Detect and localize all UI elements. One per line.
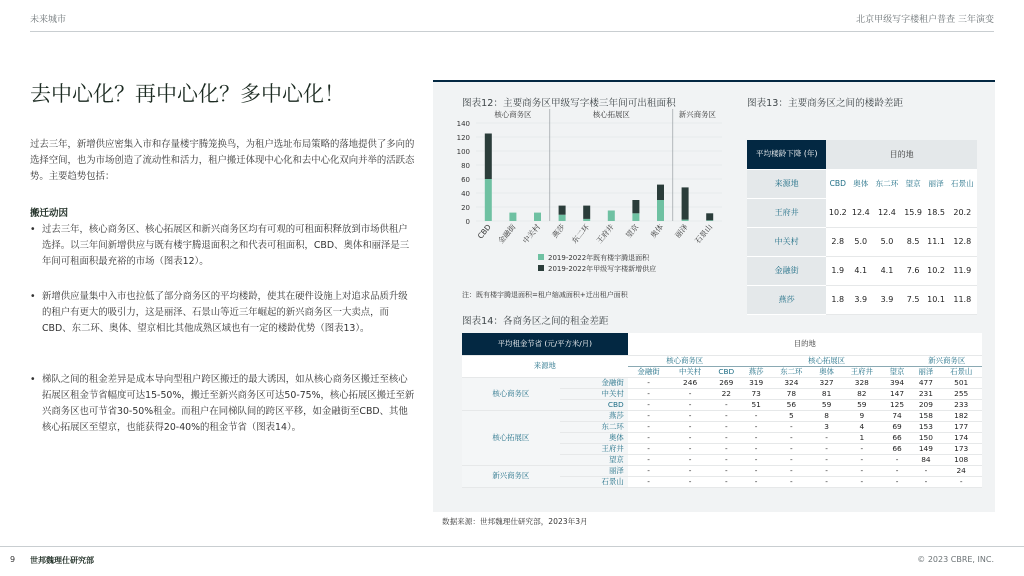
- y-tick-label: 60: [461, 176, 470, 184]
- fig14-cell: -: [711, 399, 742, 410]
- fig14-cell: -: [628, 388, 670, 399]
- intro-paragraph: 过去三年，新增供应密集入市和存量楼宇腾笼换鸟，为租户选址布局策略的落地提供了多向的选择空间，也为市场创造了流动性和活力，租户搬迁体现中心化和去中心化双向并举的活跃态势。主要趋势包括：: [30, 139, 415, 182]
- fig14-col: CBD: [711, 366, 742, 377]
- fig13-row-label: 王府井: [747, 198, 826, 227]
- fig14-cell: 74: [883, 410, 912, 421]
- fig14-cell: -: [841, 454, 883, 465]
- group-label: 新兴商务区: [678, 110, 716, 119]
- fig14-cell: 59: [812, 399, 841, 410]
- fig14-cell: 327: [812, 377, 841, 388]
- fig13-row-label: 金融街: [747, 256, 826, 285]
- copyright: © 2023 CBRE, INC.: [917, 555, 994, 564]
- fig14-cell: -: [771, 465, 813, 476]
- fig14-cell: -: [669, 443, 711, 454]
- x-tick-label: 东二环: [570, 222, 592, 246]
- fig14-cell: 233: [940, 399, 982, 410]
- fig14-area-label: 核心拓展区: [462, 410, 560, 465]
- fig14-cell: 24: [940, 465, 982, 476]
- fig14-cell: -: [841, 443, 883, 454]
- fig13-dest-label: 目的地: [826, 140, 977, 169]
- fig14-row-label: 望京: [560, 454, 628, 465]
- fig14-cell: -: [669, 399, 711, 410]
- fig14-dest-label: 目的地: [628, 333, 982, 355]
- fig14-cell: -: [669, 454, 711, 465]
- fig14-cell: 150: [911, 432, 940, 443]
- fig14-cell: -: [628, 421, 670, 432]
- fig14-cell: 108: [940, 454, 982, 465]
- fig14-cell: -: [812, 465, 841, 476]
- fig13-cell: 18.5: [925, 198, 948, 227]
- fig14-row-label: 燕莎: [560, 410, 628, 421]
- bar-vacated: [608, 211, 615, 222]
- y-tick-label: 140: [456, 120, 470, 128]
- top-header: [30, 8, 994, 32]
- fig14-cell: 269: [711, 377, 742, 388]
- fig13-src-label: 来源地: [747, 169, 826, 198]
- fig13-row-label: 中关村: [747, 227, 826, 256]
- bullet-text: 梯队之间的租金差异是成本导向型租户跨区搬迁的最大诱因，如从核心商务区搬迁至核心拓展区租金节省幅度可达15-50%，搬迁至新兴商务区可达50-75%，核心拓展区搬迁至新兴商务区也可节省30-50%租金。而租户在同梯队间的跨区平移，如金融街至CBD、其他核心拓展区至望京，也能获得20-40%的租金节省（图表14）。: [42, 374, 415, 433]
- group-label: 核心拓展区: [592, 110, 630, 119]
- fig14-cell: -: [711, 443, 742, 454]
- bar-vacated: [657, 200, 664, 221]
- fig14-cell: -: [711, 421, 742, 432]
- fig14-cell: -: [711, 410, 742, 421]
- fig14-cell: 477: [911, 377, 940, 388]
- fig14-col: 中关村: [669, 366, 711, 377]
- fig13-cell: 12.4: [872, 198, 901, 227]
- y-tick-label: 40: [461, 190, 470, 198]
- fig14-cell: 158: [911, 410, 940, 421]
- fig14-cell: 174: [940, 432, 982, 443]
- page-number: 9: [10, 555, 16, 564]
- fig14-cell: -: [812, 432, 841, 443]
- fig14-cell: 81: [812, 388, 841, 399]
- fig14-cell: -: [628, 399, 670, 410]
- bar-vacated: [706, 220, 713, 221]
- fig14-col: 石景山: [940, 366, 982, 377]
- fig14-cell: -: [883, 476, 912, 487]
- bar-vacated: [509, 213, 516, 221]
- fig14-cell: 59: [841, 399, 883, 410]
- fig14-cell: 328: [841, 377, 883, 388]
- fig13-corner: 平均楼龄下降 (年): [747, 140, 826, 169]
- fig14-cell: 319: [742, 377, 771, 388]
- fig14-col: 东二环: [771, 366, 813, 377]
- fig14-cell: -: [883, 465, 912, 476]
- group-label: 核心商务区: [494, 110, 532, 119]
- fig13-cell: 4.1: [872, 256, 901, 285]
- fig13-row: [747, 285, 977, 314]
- fig14-cell: 56: [771, 399, 813, 410]
- fig13-col: 东二环: [872, 169, 901, 198]
- fig14-group: 核心拓展区: [742, 355, 912, 366]
- bar-new-supply: [657, 185, 664, 200]
- fig14-cell: 8: [812, 410, 841, 421]
- fig13-cell: 10.2: [826, 198, 849, 227]
- bullet-item: • 过去三年，核心商务区、核心拓展区和新兴商务区均有可观的可租面积释放到市场供租户选择。以三年间新增供应与既有楼宇腾退面积之和代表可租面积，CBD、奥体和丽泽是三年间可租面积最充裕的市场（图表12）。: [30, 224, 410, 267]
- bar-new-supply: [632, 200, 639, 213]
- fig14-cell: 246: [669, 377, 711, 388]
- fig13-cell: 1.8: [826, 285, 849, 314]
- fig14-cell: -: [711, 454, 742, 465]
- fig14-group: 核心商务区: [628, 355, 742, 366]
- x-tick-label: 奥体: [648, 222, 666, 240]
- fig14-row: [462, 410, 982, 421]
- fig13-table: [747, 140, 977, 315]
- fig14-col: 奥体: [812, 366, 841, 377]
- fig14-cell: -: [669, 421, 711, 432]
- fig14-cell: -: [940, 476, 982, 487]
- fig14-cell: 209: [911, 399, 940, 410]
- bullet-item: • 新增供应量集中入市也拉低了部分商务区的平均楼龄，使其在硬件设施上对追求品质升级的租户有更大的吸引力，这是丽泽、石景山等近三年崛起的新兴商务区一大卖点，而CBD、东二环、奥体、望京相比其他成熟区域也有一定的楼龄优势（图表13）。: [30, 291, 408, 334]
- fig14-table: [462, 333, 982, 488]
- fig14-cell: -: [771, 476, 813, 487]
- fig14-cell: 255: [940, 388, 982, 399]
- x-tick-label: 中关村: [520, 222, 543, 246]
- bar-vacated: [583, 219, 590, 221]
- fig14-col: 金融街: [628, 366, 670, 377]
- y-tick-label: 20: [461, 204, 470, 212]
- fig14-row-label: 中关村: [560, 388, 628, 399]
- x-tick-label: 金融街: [496, 222, 518, 246]
- fig13-title: 图表13：主要商务区之间的楼龄差距: [747, 98, 904, 109]
- fig13-col: 石景山: [948, 169, 977, 198]
- fig14-cell: -: [669, 476, 711, 487]
- bullet-text: 过去三年，核心商务区、核心拓展区和新兴商务区均有可观的可租面积释放到市场供租户选择。以三年间新增供应与既有楼宇腾退面积之和代表可租面积，CBD、奥体和丽泽是三年间可租面积最充裕的市场（图表12）。: [42, 224, 410, 267]
- fig14-cell: -: [742, 454, 771, 465]
- fig14-cell: 82: [841, 388, 883, 399]
- y-tick-label: 100: [456, 148, 470, 156]
- fig14-cell: 4: [841, 421, 883, 432]
- legend-swatch: [538, 254, 544, 260]
- fig14-col: 燕莎: [742, 366, 771, 377]
- fig14-area-label: 新兴商务区: [462, 465, 560, 487]
- fig14-cell: -: [628, 377, 670, 388]
- y-tick-label: 0: [465, 218, 470, 226]
- fig14-row-label: 石景山: [560, 476, 628, 487]
- fig14-cell: -: [812, 454, 841, 465]
- fig14-cell: -: [742, 443, 771, 454]
- fig14-cell: 51: [742, 399, 771, 410]
- x-tick-label: 丽泽: [673, 222, 690, 240]
- bar-new-supply: [559, 206, 566, 215]
- fig14-cell: 501: [940, 377, 982, 388]
- fig13-cell: 7.6: [902, 256, 925, 285]
- fig13-cell: 15.9: [902, 198, 925, 227]
- fig14-row: [462, 377, 982, 388]
- fig14-cell: -: [771, 432, 813, 443]
- bar-new-supply: [583, 206, 590, 219]
- bar-new-supply: [485, 134, 492, 180]
- fig13-cell: 12.8: [948, 227, 977, 256]
- fig14-cell: -: [711, 465, 742, 476]
- legend-swatch: [538, 265, 544, 271]
- fig14-cell: -: [742, 476, 771, 487]
- fig12-chart: [450, 110, 730, 287]
- fig14-cell: 66: [883, 432, 912, 443]
- fig13-cell: 3.9: [872, 285, 901, 314]
- fig14-cell: -: [628, 454, 670, 465]
- fig14-cell: -: [711, 432, 742, 443]
- fig14-cell: -: [742, 421, 771, 432]
- fig14-col: 望京: [883, 366, 912, 377]
- fig14-cell: -: [911, 476, 940, 487]
- fig14-cell: -: [812, 476, 841, 487]
- bar-vacated: [632, 213, 639, 221]
- fig14-cell: -: [771, 454, 813, 465]
- fig14-cell: -: [669, 465, 711, 476]
- fig14-cell: 324: [771, 377, 813, 388]
- x-tick-label: 燕莎: [550, 222, 567, 240]
- fig12-note: 注：既有楼宇腾退面积=租户缩减面积+迁出租户面积: [462, 291, 628, 299]
- bullet-text: 新增供应量集中入市也拉低了部分商务区的平均楼龄，使其在硬件设施上对追求品质升级的租户有更大的吸引力，这是丽泽、石景山等近三年崛起的新兴商务区一大卖点，而CBD、东二环、奥体、望京相比其他成熟区域也有一定的楼龄优势（图表13）。: [42, 291, 408, 334]
- fig14-cell: 125: [883, 399, 912, 410]
- fig14-col: 丽泽: [911, 366, 940, 377]
- fig14-area-label: 核心商务区: [462, 377, 560, 410]
- fig14-cell: -: [841, 476, 883, 487]
- fig14-cell: 78: [771, 388, 813, 399]
- y-tick-label: 80: [461, 162, 470, 170]
- fig14-cell: -: [669, 410, 711, 421]
- fig14-cell: 149: [911, 443, 940, 454]
- fig14-cell: -: [812, 443, 841, 454]
- fig14-cell: -: [911, 465, 940, 476]
- fig14-cell: -: [628, 476, 670, 487]
- fig14-row-label: 丽泽: [560, 465, 628, 476]
- fig14-row-label: 王府井: [560, 443, 628, 454]
- fig14-cell: 147: [883, 388, 912, 399]
- fig14-cell: -: [742, 410, 771, 421]
- fig14-title: 图表14：各商务区之间的租金差距: [462, 316, 609, 327]
- fig14-cell: 5: [771, 410, 813, 421]
- fig14-cell: 177: [940, 421, 982, 432]
- footer: [0, 546, 1024, 576]
- section-label: 未来城市: [30, 15, 67, 25]
- fig14-cell: 394: [883, 377, 912, 388]
- fig13-cell: 10.2: [925, 256, 948, 285]
- fig13-col: 奥体: [849, 169, 872, 198]
- bar-new-supply: [706, 213, 713, 220]
- legend-label: 2019-2022年甲级写字楼新增供应: [548, 265, 657, 273]
- fig14-corner: 平均租金节省 (元/平方米/月): [462, 333, 628, 355]
- data-source: 数据来源：世邦魏理仕研究部，2023年3月: [442, 517, 588, 526]
- fig14-cell: 22: [711, 388, 742, 399]
- fig12-title: 图表12：主要商务区甲级写字楼三年间可出租面积: [462, 98, 676, 109]
- fig14-cell: 153: [911, 421, 940, 432]
- fig14-cell: 9: [841, 410, 883, 421]
- fig13-row: [747, 198, 977, 227]
- fig14-cell: -: [628, 443, 670, 454]
- fig14-cell: -: [771, 443, 813, 454]
- x-tick-label: 王府井: [594, 222, 616, 246]
- page-headline: 去中心化？再中心化？多中心化！: [30, 82, 345, 106]
- fig13-col: 丽泽: [925, 169, 948, 198]
- fig14-cell: 73: [742, 388, 771, 399]
- fig13-row: [747, 227, 977, 256]
- fig14-cell: -: [883, 454, 912, 465]
- subheading: 搬迁动因: [30, 208, 69, 219]
- legend-label: 2019-2022年既有楼宇腾退面积: [548, 254, 650, 262]
- fig14-cell: 1: [841, 432, 883, 443]
- fig13-cell: 11.9: [948, 256, 977, 285]
- fig14-row-label: 东二环: [560, 421, 628, 432]
- report-title: 北京甲级写字楼租户普查 三年演变: [856, 15, 994, 25]
- fig14-col: 王府井: [841, 366, 883, 377]
- x-tick-label: 石景山: [693, 222, 715, 246]
- fig13-cell: 4.1: [849, 256, 872, 285]
- fig14-cell: -: [628, 432, 670, 443]
- fig13-row: [747, 256, 977, 285]
- fig14-cell: 182: [940, 410, 982, 421]
- fig13-col: CBD: [826, 169, 849, 198]
- fig14-cell: -: [669, 432, 711, 443]
- fig13-cell: 12.4: [849, 198, 872, 227]
- fig13-cell: 7.5: [902, 285, 925, 314]
- fig14-cell: 3: [812, 421, 841, 432]
- fig14-cell: -: [669, 388, 711, 399]
- fig13-cell: 5.0: [849, 227, 872, 256]
- bar-vacated: [559, 215, 566, 221]
- fig14-row-label: 奥体: [560, 432, 628, 443]
- fig13-row-label: 燕莎: [747, 285, 826, 314]
- bar-vacated: [682, 220, 689, 221]
- fig14-cell: 173: [940, 443, 982, 454]
- fig13-cell: 8.5: [902, 227, 925, 256]
- fig13-cell: 10.1: [925, 285, 948, 314]
- fig13-col: 望京: [902, 169, 925, 198]
- fig14-cell: -: [628, 410, 670, 421]
- fig14-cell: -: [711, 476, 742, 487]
- fig13-cell: 20.2: [948, 198, 977, 227]
- fig14-row-label: 金融街: [560, 377, 628, 388]
- footer-label: 世邦魏理仕研究部: [30, 556, 94, 565]
- fig13-cell: 2.8: [826, 227, 849, 256]
- fig14-cell: 66: [883, 443, 912, 454]
- fig14-cell: 231: [911, 388, 940, 399]
- bar-vacated: [534, 213, 541, 221]
- fig13-cell: 11.8: [948, 285, 977, 314]
- y-tick-label: 120: [456, 134, 470, 142]
- bullet-item: • 梯队之间的租金差异是成本导向型租户跨区搬迁的最大诱因，如从核心商务区搬迁至核心拓展区租金节省幅度可达15-50%，搬迁至新兴商务区可达50-75%，核心拓展区搬迁至新兴商务区也可节省30-50%租金。而租户在同梯队间的跨区平移，如金融街至CBD、其他核心拓展区至望京，也能获得20-40%的租金节省（图表14）。: [30, 374, 415, 433]
- fig14-cell: -: [841, 465, 883, 476]
- fig14-row: [462, 465, 982, 476]
- x-tick-label: 望京: [624, 222, 641, 240]
- fig14-src-label: 来源地: [462, 355, 628, 377]
- fig14-cell: -: [628, 465, 670, 476]
- fig14-cell: 69: [883, 421, 912, 432]
- bar-vacated: [485, 179, 492, 221]
- fig13-cell: 3.9: [849, 285, 872, 314]
- fig13-cell: 5.0: [872, 227, 901, 256]
- fig14-row-label: CBD: [560, 399, 628, 410]
- x-tick-label: CBD: [475, 222, 493, 241]
- bar-new-supply: [682, 187, 689, 219]
- fig14-cell: -: [742, 432, 771, 443]
- fig13-cell: 11.1: [925, 227, 948, 256]
- fig14-cell: -: [742, 465, 771, 476]
- fig14-cell: -: [771, 421, 813, 432]
- fig13-cell: 1.9: [826, 256, 849, 285]
- fig14-cell: 84: [911, 454, 940, 465]
- fig14-group: 新兴商务区: [911, 355, 982, 366]
